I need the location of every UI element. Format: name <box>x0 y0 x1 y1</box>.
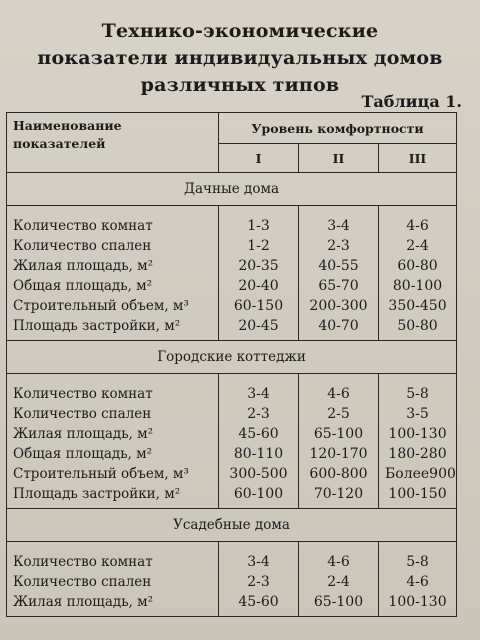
document-title <box>20 18 460 99</box>
spacer-cell <box>7 542 219 553</box>
value-level-3: 4-6 <box>379 572 457 592</box>
table-row <box>7 316 457 341</box>
table-row <box>7 256 457 276</box>
spacer-cell <box>379 206 457 217</box>
indicator-name: Жилая площадь, м² <box>7 256 219 276</box>
value-level-3: 180-280 <box>379 444 457 464</box>
value-level-3: 50-80 <box>379 316 457 341</box>
table-row <box>7 424 457 444</box>
table-row <box>7 216 457 236</box>
title-line-3: различных типов <box>140 74 340 96</box>
value-level-2: 200-300 <box>299 296 379 316</box>
value-level-1: 2-3 <box>219 404 299 424</box>
spacer-cell <box>299 206 379 217</box>
title-line-1: Технико-экономические <box>101 20 379 42</box>
value-level-3: 100-130 <box>379 424 457 444</box>
value-level-2: 70-120 <box>299 484 379 509</box>
spacer-cell <box>299 374 379 385</box>
value-level-1: 20-40 <box>219 276 299 296</box>
header-level-1: I <box>219 144 299 173</box>
value-level-1: 300-500 <box>219 464 299 484</box>
table-row <box>7 552 457 572</box>
value-level-1: 20-35 <box>219 256 299 276</box>
indicator-name: Строительный объем, м³ <box>7 296 219 316</box>
value-level-3: Более900 <box>379 464 457 484</box>
value-level-2: 40-70 <box>299 316 379 341</box>
spacer-row <box>7 374 457 385</box>
table-number-label: Таблица 1. <box>361 92 462 111</box>
table-row <box>7 384 457 404</box>
value-level-2: 2-4 <box>299 572 379 592</box>
indicators-table <box>6 112 457 617</box>
value-level-2: 65-70 <box>299 276 379 296</box>
value-level-2: 4-6 <box>299 384 379 404</box>
indicator-name: Количество комнат <box>7 216 219 236</box>
indicator-name: Количество спален <box>7 572 219 592</box>
section-title: Дачные дома <box>7 173 457 206</box>
section-header-row <box>7 341 457 374</box>
value-level-1: 1-2 <box>219 236 299 256</box>
value-level-2: 120-170 <box>299 444 379 464</box>
spacer-cell <box>7 206 219 217</box>
header-name-line-2: показателей <box>13 136 106 151</box>
spacer-cell <box>219 374 299 385</box>
table-row <box>7 296 457 316</box>
value-level-3: 5-8 <box>379 384 457 404</box>
indicator-name: Количество комнат <box>7 384 219 404</box>
indicator-name: Жилая площадь, м² <box>7 592 219 617</box>
indicator-name: Количество комнат <box>7 552 219 572</box>
table-row <box>7 276 457 296</box>
table-row <box>7 572 457 592</box>
value-level-1: 60-100 <box>219 484 299 509</box>
spacer-cell <box>7 374 219 385</box>
value-level-2: 65-100 <box>299 592 379 617</box>
value-level-2: 3-4 <box>299 216 379 236</box>
value-level-1: 60-150 <box>219 296 299 316</box>
indicator-name: Площадь застройки, м² <box>7 316 219 341</box>
table-row <box>7 236 457 256</box>
value-level-3: 60-80 <box>379 256 457 276</box>
header-indicator-name <box>7 113 219 173</box>
indicator-name: Количество спален <box>7 236 219 256</box>
header-name-line-1: Наименование <box>13 118 122 133</box>
value-level-3: 3-5 <box>379 404 457 424</box>
spacer-cell <box>379 542 457 553</box>
indicator-name: Общая площадь, м² <box>7 276 219 296</box>
table-row <box>7 592 457 617</box>
value-level-3: 2-4 <box>379 236 457 256</box>
spacer-cell <box>219 206 299 217</box>
value-level-1: 2-3 <box>219 572 299 592</box>
header-level-3: III <box>379 144 457 173</box>
value-level-3: 80-100 <box>379 276 457 296</box>
indicator-name: Жилая площадь, м² <box>7 424 219 444</box>
table-row <box>7 484 457 509</box>
spacer-row <box>7 542 457 553</box>
value-level-1: 3-4 <box>219 384 299 404</box>
value-level-2: 4-6 <box>299 552 379 572</box>
section-title: Городские коттеджи <box>7 341 457 374</box>
spacer-cell <box>379 374 457 385</box>
value-level-3: 350-450 <box>379 296 457 316</box>
table-row <box>7 404 457 424</box>
indicator-name: Количество спален <box>7 404 219 424</box>
section-title: Усадебные дома <box>7 509 457 542</box>
header-level-2: II <box>299 144 379 173</box>
value-level-3: 100-130 <box>379 592 457 617</box>
value-level-2: 2-5 <box>299 404 379 424</box>
value-level-1: 1-3 <box>219 216 299 236</box>
value-level-3: 100-150 <box>379 484 457 509</box>
indicator-name: Строительный объем, м³ <box>7 464 219 484</box>
value-level-1: 3-4 <box>219 552 299 572</box>
value-level-2: 2-3 <box>299 236 379 256</box>
spacer-cell <box>299 542 379 553</box>
value-level-1: 80-110 <box>219 444 299 464</box>
section-header-row <box>7 173 457 206</box>
value-level-1: 20-45 <box>219 316 299 341</box>
section-header-row <box>7 509 457 542</box>
value-level-1: 45-60 <box>219 424 299 444</box>
spacer-row <box>7 206 457 217</box>
header-comfort-level: Уровень комфортности <box>219 113 457 144</box>
value-level-2: 65-100 <box>299 424 379 444</box>
title-line-2: показатели индивидуальных домов <box>37 47 443 69</box>
table-row <box>7 464 457 484</box>
table-body <box>7 173 457 617</box>
value-level-2: 40-55 <box>299 256 379 276</box>
spacer-cell <box>219 542 299 553</box>
value-level-1: 45-60 <box>219 592 299 617</box>
value-level-2: 600-800 <box>299 464 379 484</box>
table-row <box>7 444 457 464</box>
indicator-name: Площадь застройки, м² <box>7 484 219 509</box>
value-level-3: 5-8 <box>379 552 457 572</box>
indicator-name: Общая площадь, м² <box>7 444 219 464</box>
value-level-3: 4-6 <box>379 216 457 236</box>
